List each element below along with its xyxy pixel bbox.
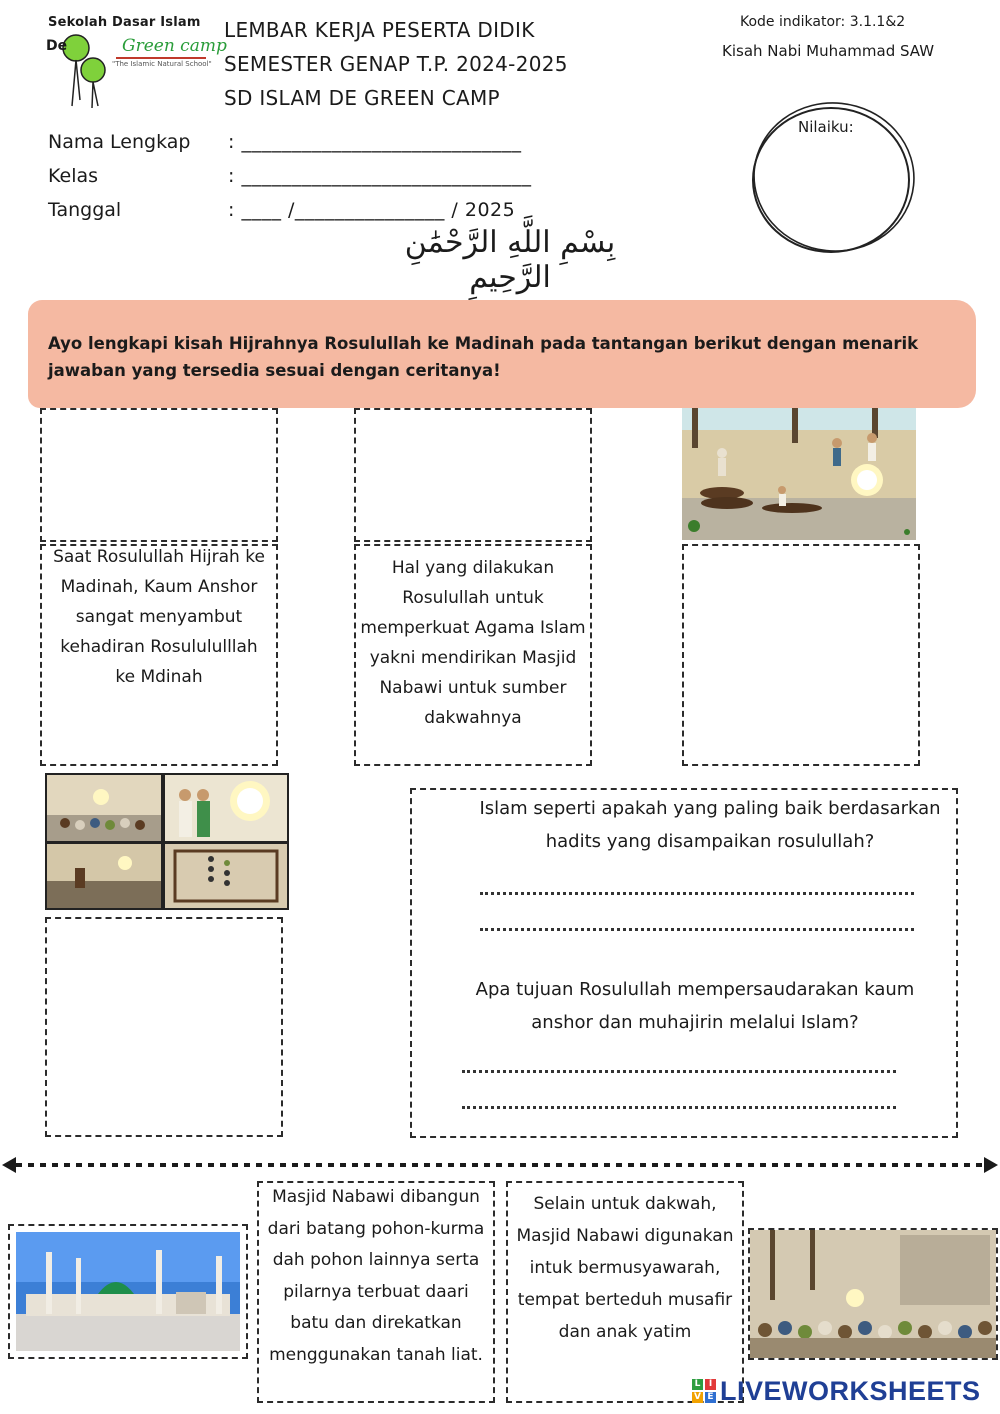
answer-line-1a[interactable] <box>480 892 914 895</box>
watermark-text: LIVEWORKSHEETS <box>720 1375 981 1406</box>
live-badge-icon <box>692 1379 716 1403</box>
crowd-welcome-image <box>750 1230 996 1358</box>
logo-rule <box>116 57 206 59</box>
live-badge-v: V <box>692 1392 703 1403</box>
logo-de: De <box>46 38 68 54</box>
title-line-1: LEMBAR KERJA PESERTA DIDIK <box>224 18 535 42</box>
story-card-1-text: Saat Rosulullah Hijrah ke Madinah, Kaum Anshor sangat menyambut kehadiran Rosulululllah ke Mdinah <box>53 547 265 687</box>
title-line-2: SEMESTER GENAP T.P. 2024-2025 <box>224 52 568 76</box>
answer-choice-2-text: Selain untuk dakwah, Masjid Nabawi digunakan intuk bermusyawarah, tempat berteduh musafir dan anak yatim <box>516 1194 734 1342</box>
score-label: Nilaiku: <box>798 118 854 136</box>
class-label: Kelas <box>48 165 99 187</box>
question-1: Islam seperti apakah yang paling baik berdasarkan hadits yang disampaikan rosulullah? <box>479 798 941 852</box>
instruction-text: Ayo lengkapi kisah Hijrahnya Rosulullah ke Madinah pada tantangan berikut dengan menarik jawaban yang tersedia sesuai dengan ceritanya! <box>48 334 919 380</box>
indicator-code: Kode indikator: 3.1.1&2 <box>740 14 906 30</box>
school-name: Sekolah Dasar Islam <box>48 15 201 30</box>
class-field[interactable]: : _____________________________ <box>228 165 532 187</box>
answer-choice-1-text: Masjid Nabawi dibangun dari batang pohon-kurma dah pohon lainnya serta pilarnya terbuat daari batu dan direkatkan menggunakan tanah liat. <box>267 1187 485 1365</box>
live-badge-e: E <box>705 1392 716 1403</box>
name-field[interactable]: : ____________________________ <box>228 131 522 153</box>
crowd-scene-card[interactable] <box>748 1228 998 1360</box>
answer-line-1b[interactable] <box>480 928 914 931</box>
question-2: Apa tujuan Rosulullah mempersaudarakan kaum anshor dan muhajirin melalui Islam? <box>475 979 915 1033</box>
liveworksheets-logo[interactable] <box>692 1374 981 1408</box>
drop-box-1[interactable] <box>40 408 278 542</box>
logo-green-camp: Green camp <box>122 36 227 56</box>
topic-title: Kisah Nabi Muhammad SAW <box>722 42 935 60</box>
story-card-2-text: Hal yang dilakukan Rosulullah untuk memperkuat Agama Islam yakni mendirikan Masjid Nabawi untuk sumber dakwahnya <box>360 558 586 728</box>
mosque-photo-card[interactable] <box>8 1224 248 1359</box>
title-line-3: SD ISLAM DE GREEN CAMP <box>224 86 500 110</box>
drop-box-3[interactable] <box>682 544 920 766</box>
answer-line-2a[interactable] <box>462 1070 896 1073</box>
live-badge-l: L <box>692 1379 703 1390</box>
collage-image[interactable] <box>45 773 289 910</box>
mosque-construction-image[interactable] <box>682 408 916 540</box>
masjid-nabawi-photo <box>16 1232 240 1351</box>
drop-box-2[interactable] <box>354 408 592 542</box>
drop-box-4[interactable] <box>45 917 283 1137</box>
date-label: Tanggal <box>48 199 122 221</box>
date-field[interactable]: : ____ /_______________ / 2025 <box>228 199 516 221</box>
answer-line-2b[interactable] <box>462 1106 896 1109</box>
logo-tagline: "The Islamic Natural School" <box>112 60 212 68</box>
basmalah: بِسْمِ اللَّهِ الرَّحْمَٰنِ الرَّحِيمِ <box>404 225 616 295</box>
divider-arrow <box>0 1154 1000 1176</box>
name-label: Nama Lengkap <box>48 131 191 153</box>
live-badge-i: I <box>705 1379 716 1390</box>
